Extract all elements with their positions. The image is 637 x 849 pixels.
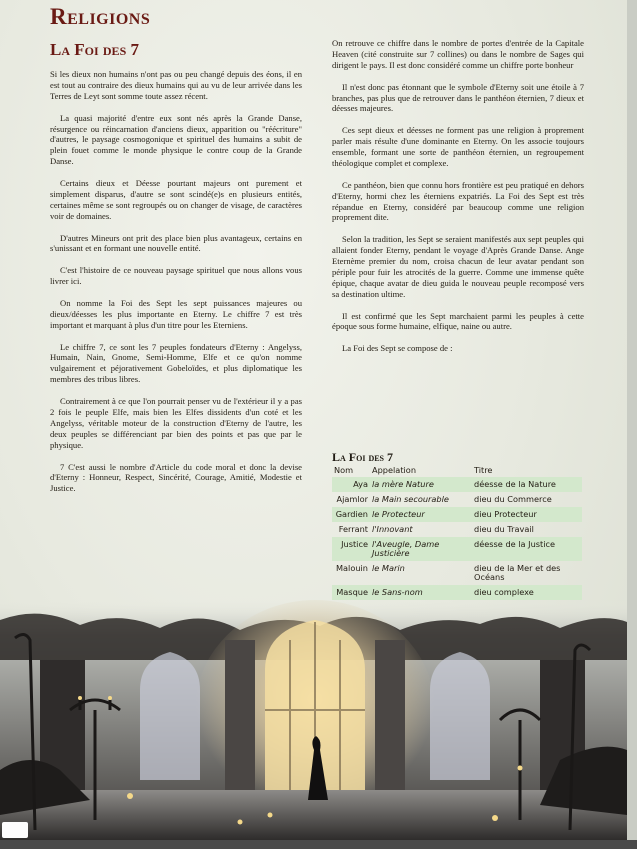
cell-appelation: l'Aveugle, Dame Justicière: [370, 537, 472, 561]
cell-titre: déesse de la Justice: [472, 537, 582, 561]
table-row: [332, 507, 582, 522]
viewer-scroll-edge: [627, 0, 637, 849]
paragraph: Si les dieux non humains n'ont pas ou peu changé depuis des éons, il en est tout au contraire des dieux humains qui au vu de leur arrivée dans les Terres de Leyt sont somme toute assez récent.: [50, 69, 302, 101]
table-header-row: [332, 464, 582, 477]
paragraph: D'autres Mineurs ont prit des place bien plus avantageux, certains en s'unissant et en formant une nouvelle entité.: [50, 232, 302, 254]
right-window: [430, 652, 490, 780]
header-nom: Nom: [334, 465, 354, 475]
section-title: La Foi des 7: [50, 40, 139, 59]
table-title: La Foi des 7: [332, 450, 394, 464]
cell-appelation: l'Innovant: [372, 524, 413, 534]
cell-nom: Ajamlor: [336, 494, 368, 504]
cell-titre: déesse de la Nature: [472, 477, 582, 492]
cell-appelation: le Protecteur: [370, 507, 472, 522]
viewer-bottom-bar: [0, 840, 637, 849]
table-row: [332, 522, 582, 537]
cell-titre: dieu du Travail: [474, 524, 534, 534]
page-thumbnail-tab[interactable]: [2, 822, 28, 838]
paragraph: La quasi majorité d'entre eux sont nés après la Grande Danse, résurgence ou réincarnation d'anciens dieux, apparition ou "réécriture" d'autres, le paysage cosmogonique et spirituel des humains a subit de plein fouet comme le monde physique le contre coup de la Grande Danse.: [50, 112, 302, 167]
table-row: [332, 561, 582, 585]
paragraph: Selon la tradition, les Sept se seraient manifestés aux sept peuples qui allaient fonder Eterny, pendant le voyage d'Après Grande Danse. Ange Eternème premier du nom, croisa chacun de leur avatar pendant son périple pour fuir les atrocités de la guerre. Comme une immense quête épique, chaque avatar de dieu guida le nouveau peuple recomposé vers sa destination ultime.: [332, 234, 584, 299]
paragraph: Il n'est donc pas étonnant que le symbole d'Eterny soit une étoile à 7 branches, pas plus que de retrouver dans le panthéon éternien, 7 dieux et déesses majeures.: [332, 81, 584, 114]
cell-nom: Masque: [332, 585, 370, 600]
pillar: [225, 640, 255, 800]
paragraph: On nomme la Foi des Sept les sept puissances majeures ou dieux/déesses les plus importante en Eterny. Le chiffre 7 est très important et marquant à plus d'un titre pour les Eterniens.: [50, 297, 302, 330]
paragraph: Certains dieux et Déesse pourtant majeurs ont purement et simplement disparus, d'autre se sont scindé(e)s en plusieurs entités, certaines même se sont regroupés ou on changer de visage, de caractères voir de domaines.: [50, 178, 302, 221]
cell-appelation: le Marin: [372, 563, 405, 573]
paragraph: Le chiffre 7, ce sont les 7 peuples fondateurs d'Eterny : Angelyss, Humain, Nain, Gnome, Semi-Homme, Elfe et ce qu'on nomme vulgairement et péjorativement Gobeloïdes, et plus diplomatique les membres des tribus libres.: [50, 341, 302, 385]
paragraph: C'est l'histoire de ce nouveau paysage spirituel que nous allons vous livrer ici.: [50, 265, 302, 287]
cell-appelation: le Sans-nom: [370, 585, 472, 600]
paragraph: La Foi des Sept se compose de :: [342, 343, 453, 354]
cell-titre: dieu complexe: [472, 585, 582, 600]
paragraph: Il est confirmé que les Sept marchaient parmi les peuples à cette époque sous forme humaine, elfique, naine ou autre.: [332, 310, 584, 332]
paragraph: 7 C'est aussi le nombre d'Article du code moral et donc la devise d'Eterny : Honneur, Respect, Sincérité, Courage, Amitié, Modestie et Justice.: [50, 461, 302, 494]
table-row: [332, 477, 582, 492]
cell-appelation: la mère Nature: [370, 477, 472, 492]
header-titre: Titre: [474, 465, 493, 475]
paragraph: On retrouve ce chiffre dans le nombre de portes d'entrée de la Capitale Heaven (cité construite sur 7 collines) ou dans le nombre de Sages qui dirigent le pays. Il est donc considéré comme un chiffre porte bonheur: [332, 38, 584, 70]
cell-titre: dieu du Commerce: [474, 494, 552, 504]
left-window: [140, 652, 200, 780]
gods-table: [332, 464, 582, 600]
right-column: [332, 38, 584, 365]
table-row: [332, 537, 582, 561]
cell-nom: Aya: [332, 477, 370, 492]
pillar: [375, 640, 405, 800]
cell-nom: Ferrant: [338, 524, 368, 534]
cell-appelation: la Main secourable: [372, 494, 449, 504]
cell-nom: Justice: [332, 537, 370, 561]
paragraph: Contrairement à ce que l'on pourrait penser vu de l'extérieur il y a pas 2 fois le peuple Elfe, mais bien les Elfes dissidents d'un coté et les Angelyss, véritable moteur de la construction d'Eterny de l'autre, les deux peuples se différenciant par bien des points et pas que par le physique.: [50, 396, 302, 450]
paragraph: Ces sept dieux et déesses ne forment pas une religion à proprement parler mais résulte d'une dominante en Eterny. On les associe toujours ensemble, formant une sorte de panthéon éternien, un regroupement théologique complet et complexe.: [332, 125, 584, 168]
table-row: [332, 492, 582, 507]
cathedral-illustration: [0, 600, 627, 840]
cell-titre: dieu de la Mer et des Océans: [474, 563, 561, 582]
cell-nom: Malouin: [335, 563, 368, 573]
left-column: [50, 69, 302, 505]
table-row: [332, 585, 582, 600]
paragraph: Ce panthéon, bien que connu hors frontière est peu pratiqué en dehors d'Eterny, hormi chez les éterniens expatriés. La Foi des Sept est très répandue en Eterny, considéré par beaucoup comme une religion proprement dite.: [332, 179, 584, 223]
header-appelation: Appelation: [372, 465, 417, 475]
cell-nom: Gardien: [332, 507, 370, 522]
cell-titre: dieu Protecteur: [472, 507, 582, 522]
page-title: Religions: [50, 4, 151, 29]
